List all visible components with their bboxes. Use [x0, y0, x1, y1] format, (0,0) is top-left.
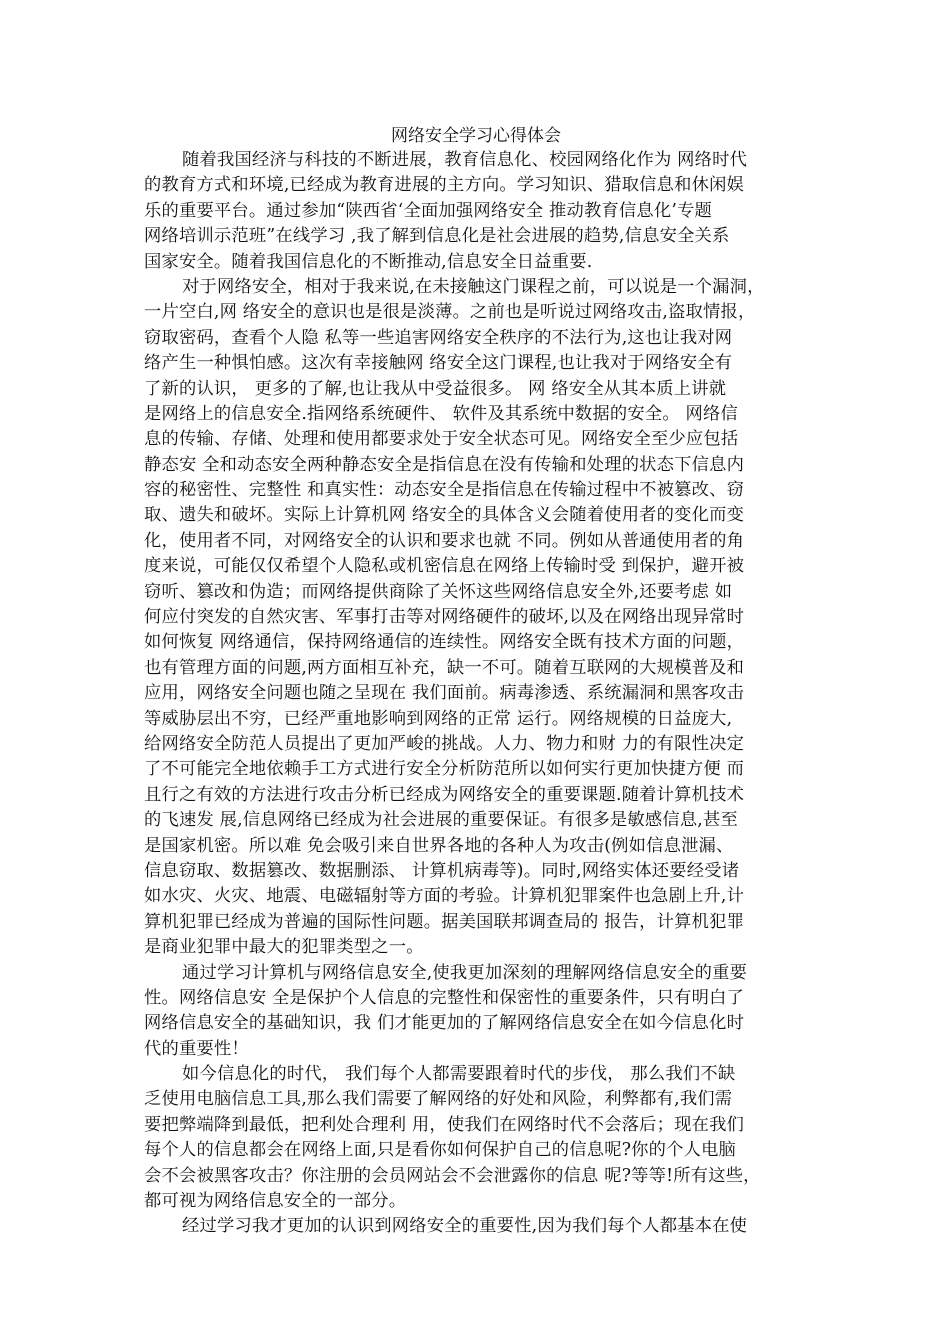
- text-line: 何应付突发的自然灾害、军事打击等对网络硬件的破坏,以及在网络出现异常时: [144, 607, 745, 628]
- text-line: 性。网络信息安 全是保护个人信息的完整性和保密性的重要条件，只有明白了: [144, 987, 745, 1008]
- text-line: 息的传输、存储、处理和使用都要求处于安全状态可见。网络安全至少应包括: [144, 429, 739, 450]
- text-line: 是商业犯罪中最大的犯罪类型之一。: [144, 937, 424, 958]
- text-line: 如水灾、火灾、地震、电磁辐射等方面的考验。计算机犯罪案件也急剧上升,计: [144, 886, 745, 907]
- text-line: 了不可能完全地依赖手工方式进行安全分析防范所以如何实行更加快捷方便 而: [144, 759, 745, 780]
- text-line: 信息窃取、数据篡改、数据删添、 计算机病毒等)。同时,网络实体还要经受诸: [144, 860, 740, 881]
- text-line: 经过学习我才更加的认识到网络安全的重要性,因为我们每个人都基本在使: [182, 1216, 748, 1237]
- text-line: 静态安 全和动态安全两种静态安全是指信息在没有传输和处理的状态下信息内: [144, 454, 745, 475]
- text-line: 窃取密码，查看个人隐 私等一些追害网络安全秩序的不法行为,这也让我对网: [144, 327, 733, 348]
- text-line: 通过学习计算机与网络信息安全,使我更加深刻的理解网络信息安全的重要: [182, 962, 748, 983]
- text-line: 且行之有效的方法进行攻击分析已经成为网络安全的重要课题.随着计算机技术: [144, 784, 745, 805]
- text-line: 等威胁层出不穷，已经严重地影响到网络的正常 运行。网络规模的日益庞大,: [144, 708, 733, 729]
- text-line: 要把弊端降到最低，把利处合理利 用，使我们在网络时代不会落后；现在我们: [144, 1114, 745, 1135]
- text-line: 也有管理方面的问题,两方面相互补充，缺一不可。随着互联网的大规模普及和: [144, 657, 745, 678]
- text-line: 给网络安全防范人员提出了更加严峻的挑战。人力、物力和财 力的有限性决定: [144, 733, 745, 754]
- text-line: 络产生一种惧怕感。这次有幸接触网 络安全这门课程,也让我对于网络安全有: [144, 353, 733, 374]
- text-line: 了新的认识， 更多的了解,也让我从中受益很多。 网 络安全从其本质上讲就: [144, 378, 727, 399]
- text-line: 窃听、篡改和伪造；而网络提供商除了关怀这些网络信息安全外,还要考虑 如: [144, 581, 733, 602]
- text-line: 网络信息安全的基础知识，我 们才能更加的了解网络信息安全在如今信息化时: [144, 1013, 745, 1034]
- text-line: 的飞速发 展,信息网络已经成为社会进展的重要保证。有很多是敏感信息,甚至: [144, 810, 738, 831]
- text-line: 取、遗失和破坏。实际上计算机网 络安全的具体含义会随着使用者的变化而变: [144, 505, 745, 526]
- text-line: 会不会被黑客攻击？你注册的会员网站会不会泄露你的信息 呢?等等!所有这些，: [144, 1165, 761, 1186]
- text-line: 如今信息化的时代， 我们每个人都需要跟着时代的步伐， 那么我们不缺: [182, 1064, 736, 1085]
- text-line: 算机犯罪已经成为普遍的国际性问题。据美国联邦调查局的 报告，计算机犯罪: [144, 911, 745, 932]
- text-line: 度来说，可能仅仅希望个人隐私或机密信息在网络上传输时受 到保护，避开被: [144, 556, 745, 577]
- text-line: 网络培训示范班”在线学习 ,我了解到信息化是社会进展的趋势,信息安全关系: [144, 226, 730, 247]
- text-line: 乐的重要平台。通过参加“陕西省‘全面加强网络安全 推动教育信息化’专题: [144, 200, 713, 221]
- text-line: 对于网络安全，相对于我来说,在未接触这门课程之前，可以说是一个漏洞，: [182, 276, 765, 297]
- text-line: 应用，网络安全问题也随之呈现在 我们面前。病毒渗透、系统漏洞和黑客攻击: [144, 683, 745, 704]
- text-line: 化，使用者不同，对网络安全的认识和要求也就 不同。例如从普通使用者的角: [144, 530, 745, 551]
- text-line: 是国家机密。所以难 免会吸引来自世界各地的各种人为攻击(例如信息泄漏、: [144, 835, 734, 856]
- text-line: 容的秘密性、完整性 和真实性：动态安全是指信息在传输过程中不被篡改、窃: [144, 480, 745, 501]
- paragraph: [144, 275, 808, 961]
- paragraph: [144, 961, 808, 1063]
- text-line: 随着我国经济与科技的不断进展，教育信息化、校园网络化作为 网络时代: [182, 150, 748, 170]
- text-line: 是网络上的信息安全.指网络系统硬件、 软件及其系统中数据的安全。 网络信: [144, 403, 738, 424]
- text-line: 乏使用电脑信息工具,那么我们需要了解网络的好处和风险，利弊都有,我们需: [144, 1089, 733, 1110]
- text-line: 一片空白,网 络安全的意识也是很是淡薄。之前也是听说过网络攻击,盗取情报，: [144, 302, 756, 323]
- paragraph: [144, 1214, 808, 1239]
- text-line: 国家安全。随着我国信息化的不断推动,信息安全日益重要.: [144, 251, 593, 272]
- text-line: 的教育方式和环境,已经成为教育进展的主方向。学习知识、猎取信息和休闲娱: [144, 175, 745, 196]
- document-body: [144, 148, 808, 1240]
- text-line: 代的重要性！: [144, 1038, 249, 1059]
- text-line: 如何恢复 网络通信，保持网络通信的连续性。网络安全既有技术方面的问题，: [144, 632, 745, 653]
- text-line: 都可视为网络信息安全的一部分。: [144, 1191, 407, 1212]
- paragraph: [144, 1062, 808, 1214]
- text-line: 每个人的信息都会在网络上面,只是看你如何保护自己的信息呢?你的个人电脑: [144, 1140, 737, 1161]
- document-page: [144, 124, 808, 1240]
- paragraph: [144, 148, 808, 275]
- document-title: 网络安全学习心得体会: [391, 126, 561, 146]
